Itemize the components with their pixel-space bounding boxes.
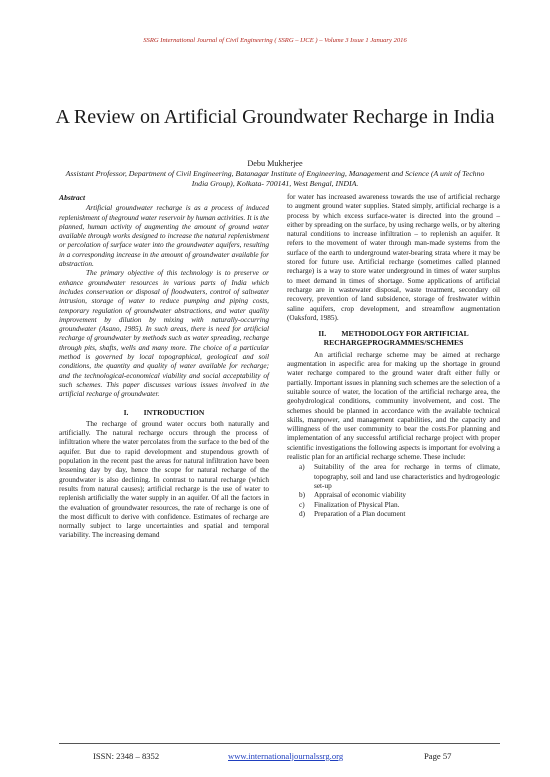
- methodology-heading-line2: RECHARGEPROGRAMMES/SCHEMES: [323, 338, 464, 348]
- journal-header: SSRG International Journal of Civil Engineering ( SSRG – IJCE ) – Volume 3 Issue 1 January 2016: [143, 37, 407, 44]
- journal-website-link[interactable]: www.internationaljournalssrg.org: [228, 751, 344, 761]
- author-name: Debu Mukherjee: [247, 159, 303, 168]
- page-number: Page 57: [424, 751, 452, 761]
- list-marker: b): [299, 491, 306, 500]
- list-item-text: Preparation of a Plan document: [314, 509, 406, 518]
- list-marker: a): [299, 463, 305, 472]
- methodology-paragraph: An artificial recharge scheme may be aimed at recharge augmentation in aspecific area for making up the shortage in ground water recharge compared to the ground water draft either fully or partially. Important issues in planning such schemes are the selection of a suitable source of water, the location of the artificial recharge area, the geohydrological conditions, community involvement, and cost. The schemes should be planned in accordance with the available technical skills, manpower, and management capabilities, and the capacity and willingness of the user community to bear the costs.For planning and implementation of any successful artificial recharge project with proper scientific investigations the following aspects is important for evolving a realistic plan for an artificial recharge scheme. These include:: [287, 350, 500, 462]
- right-column: [287, 193, 500, 519]
- footer-issn: ISSN: 2348 – 8352: [93, 751, 160, 761]
- footer-divider: [59, 743, 500, 744]
- list-item-text: Appraisal of economic viability: [314, 491, 407, 500]
- introduction-heading: I. INTRODUCTION: [123, 407, 205, 417]
- introduction-paragraph: The recharge of ground water occurs both naturally and artificially. The natural recharge occurs through the process of infiltration where the water percolates from the surface to the bed of the aquifer. But due to rapid development and stupendous growth of population in the recent past the areas for natural infiltration have been lessening day by day, hence the scope for natural recharge of the groundwater is also declining. In contrast to natural recharge (which results from natural causes); artificial recharge is the use of water to replenish artificially the water supply in an aquifer. Of all the factors in the evaluation of groundwater resources, the rate of recharge is one of the most difficult to derive with confidence. Estimates of recharge are normally subject to large uncertainties and spatial and temporal variability. The increasing demand: [59, 419, 269, 540]
- methodology-heading-line1: II. METHODOLOGY FOR ARTIFICIAL: [318, 329, 469, 339]
- list-marker: d): [299, 509, 306, 518]
- abstract-heading: Abstract: [59, 193, 86, 202]
- list-item: [287, 463, 500, 491]
- list-item-text: Suitability of the area for recharge in terms of climate, topography, soil and land use characteristics and hydrogeologic set-up: [314, 463, 500, 490]
- list-item: [287, 510, 500, 519]
- list-item: [287, 501, 500, 510]
- list-item: [287, 491, 500, 500]
- abstract-paragraph: Artificial groundwater recharge is as a process of induced replenishment of theground water reservoir by human activities. It is the planned, human activity of augmenting the amount of ground water available through works designed to increase the natural replenishment or percolation of surface water into the groundwater aquifers, resulting in a corresponding increase in the amount of groundwater available for abstraction.: [59, 204, 269, 269]
- aspects-list: [287, 463, 500, 519]
- introduction-continued-paragraph: for water has increased awareness towards the use of artificial recharge to augment ground water supplies. Stated simply, artificial recharge is a process by which excess surface-water is directed into the ground – either by spreading on the surface, by using recharge wells, or by altering natural conditions to increase infiltration – to replenish an aquifer. It refers to the movement of water through man-made systems from the surface of the earth to underground water-bearing strata where it may be stored for future use. Artificial recharge (sometimes called planned recharge) is a way to store water underground in times of water surplus to meet demand in times of shortage. Some applications of artificial recharge are in wastewater disposal, waste treatment, secondary oil recovery, prevention of land subsidence, storage of freshwater within saline aquifers, crop development, and streamflow augmentation (Oaksford, 1985).: [287, 193, 500, 322]
- paper-title: A Review on Artificial Groundwater Recharge in India: [55, 106, 495, 128]
- methodology-heading: [287, 329, 500, 348]
- left-column: [59, 193, 269, 541]
- list-marker: c): [299, 500, 305, 509]
- author-affiliation: Assistant Professor, Department of Civil Engineering, Batanagar Institute of Engineering, Management and Science (A unit of Techno India Group), Kolkata- 700141, West Bengal, INDIA.: [65, 169, 485, 188]
- abstract-paragraph: The primary objective of this technology is to preserve or enhance groundwater resources in various parts of India which includes conservation or disposal of floodwaters, control of saltwater intrusion, storage of water to reduce pumping and piping costs, temporary regulation of groundwater abstractions, and water quality improvement by dilution by mixing with naturally-occurring groundwater (Asano, 1985). In such areas, there is need for artificial recharge of groundwater by methods such as water spreading, recharge through pits, shafts, wells and many more. The choice of a particular method is governed by local topographical, geological and soil conditions, the quantity and quality of water available for recharge; and the technological-economical viability and social acceptability of such schemes. This paper discusses various issues involved in the artificial recharge of groundwater.: [59, 269, 269, 399]
- list-item-text: Finalization of Physical Plan.: [314, 500, 400, 509]
